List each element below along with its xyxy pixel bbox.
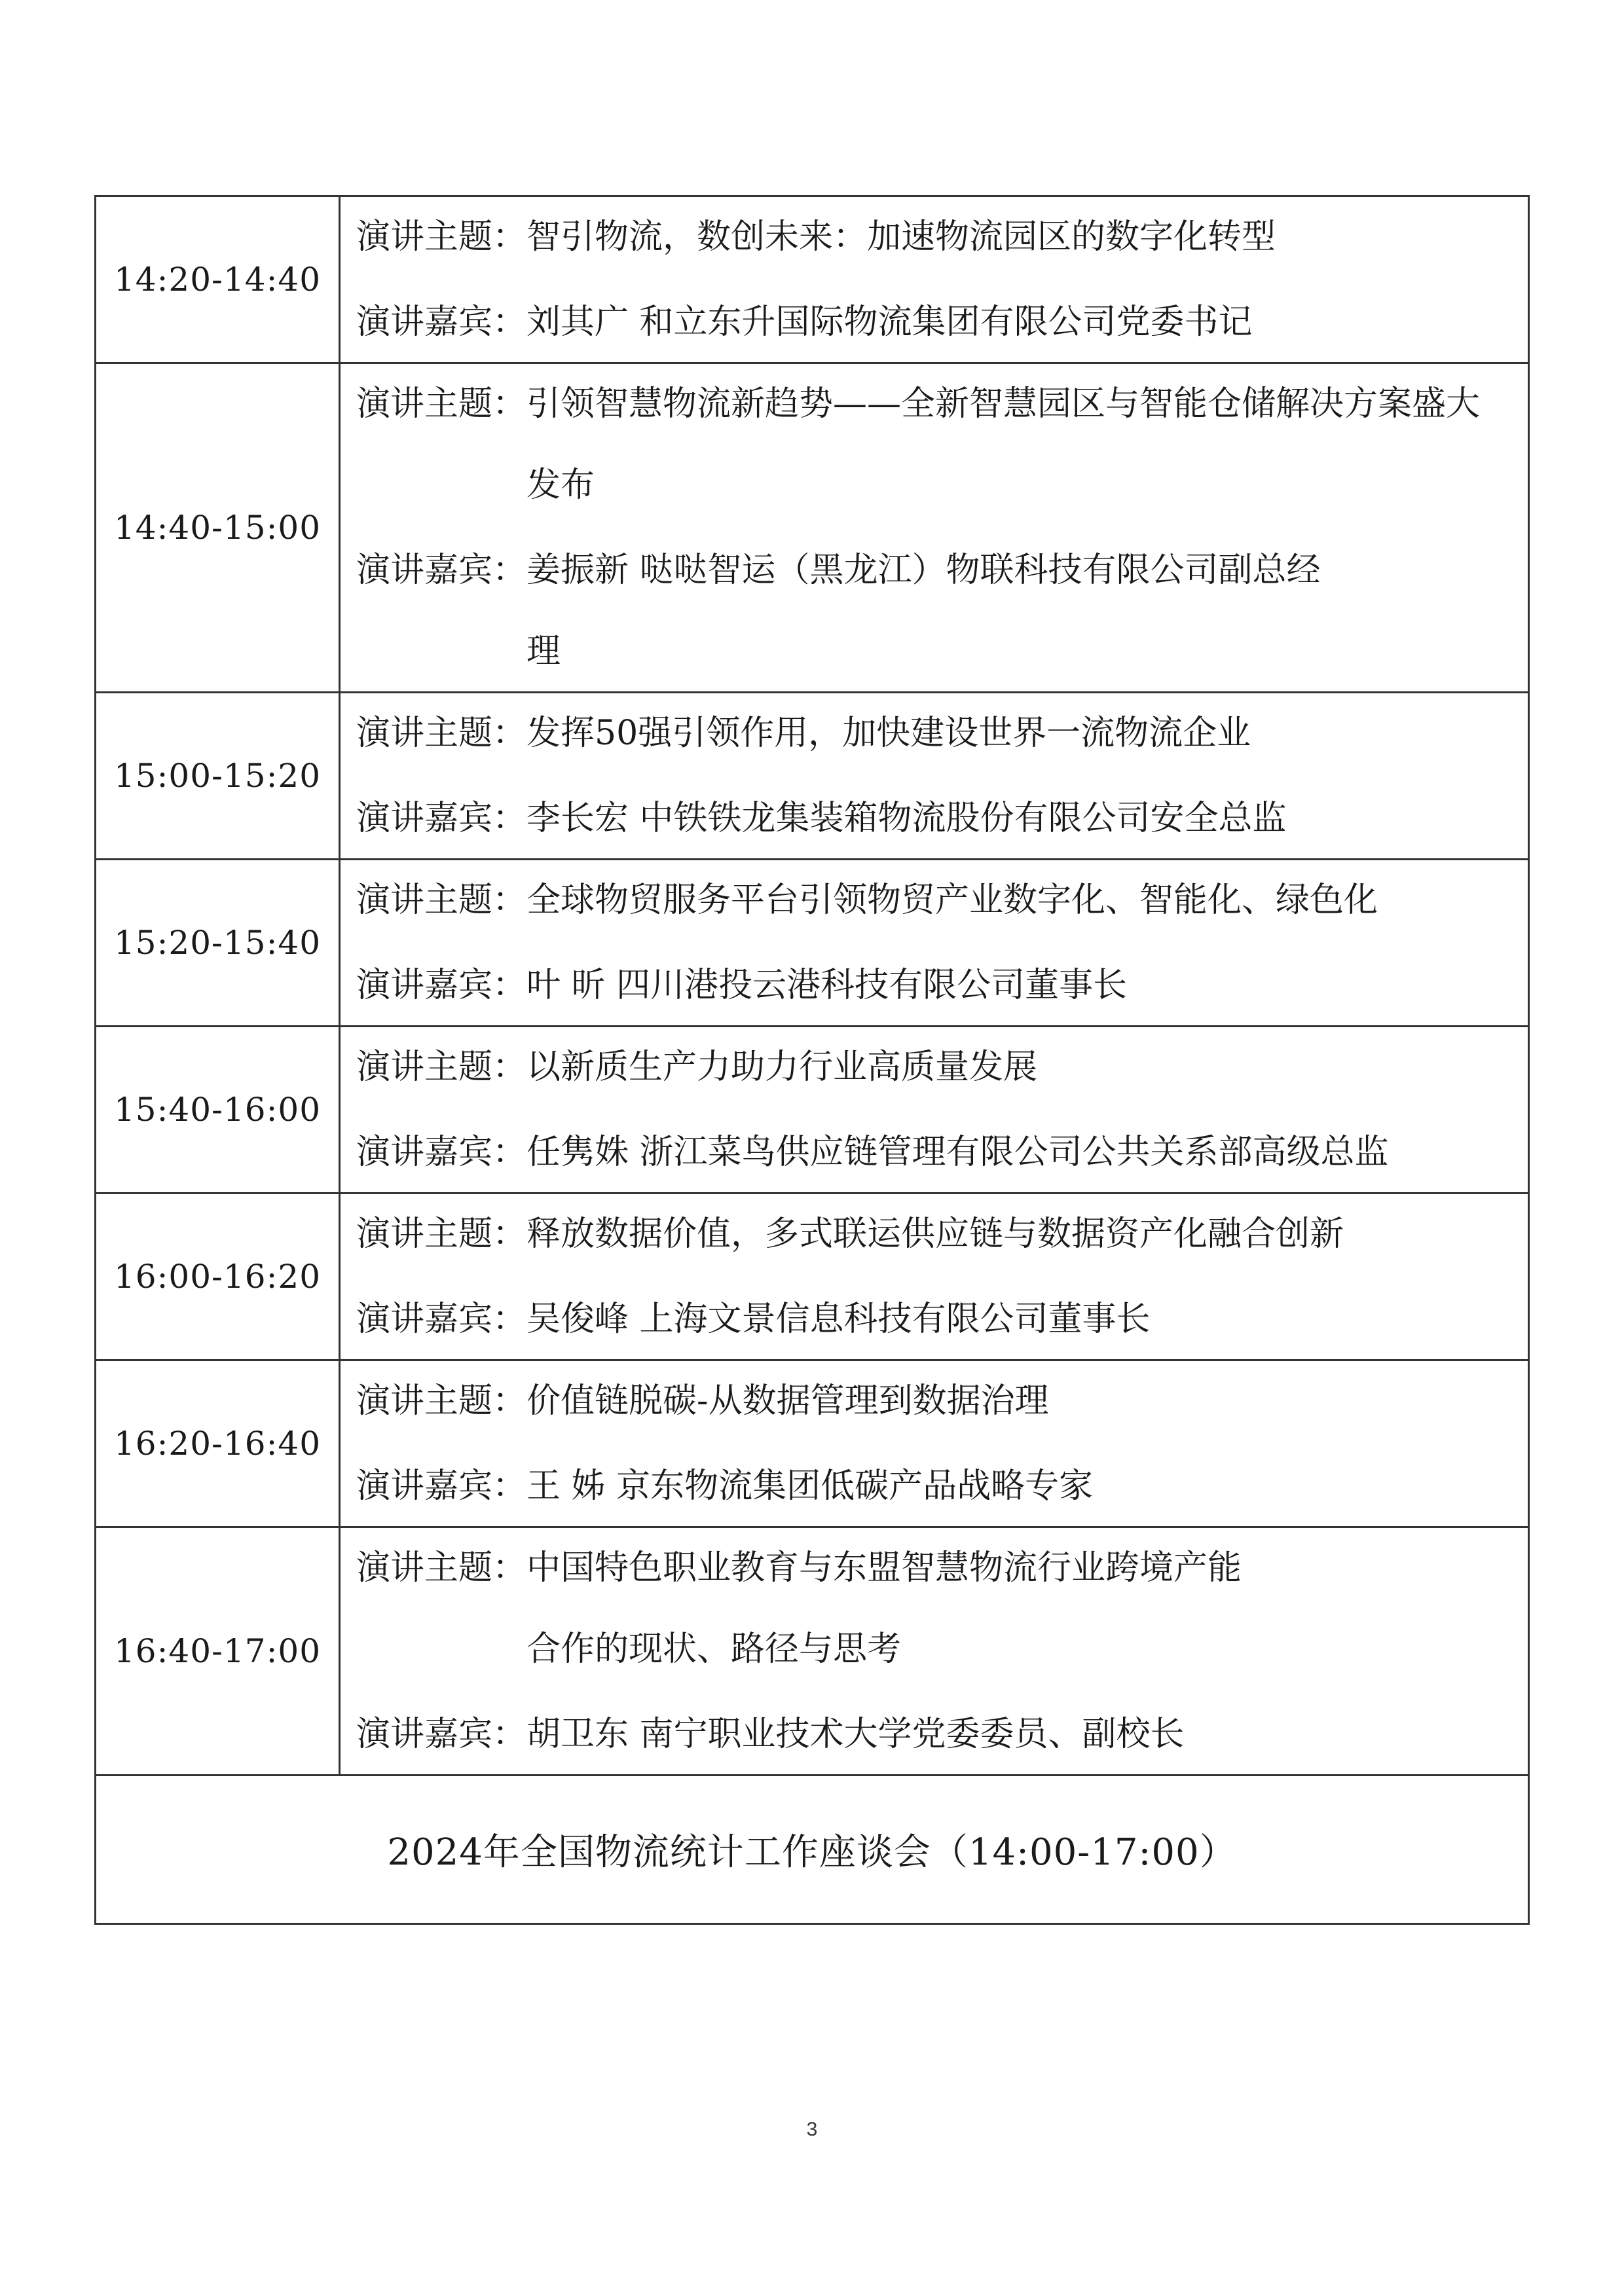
topic-text: 中国特色职业教育与东盟智慧物流行业跨境产能合作的现状、路径与思考 [526,1548,1242,1669]
table-row [96,1027,1529,1194]
speaker-line [341,965,1528,1006]
speaker-label: 演讲嘉宾： [356,302,527,342]
topic-label: 演讲主题： [356,1548,527,1588]
speaker-label: 演讲嘉宾： [356,1133,527,1172]
table-row [96,1527,1529,1776]
session-detail [340,1194,1529,1360]
speaker-line [341,1132,1528,1173]
topic-text: 释放数据价值，多式联运供应链与数据资产化融合创新 [526,1214,1344,1254]
topic-text: 价值链脱碳-从数据管理到数据治理 [526,1381,1049,1421]
time-slot: 15:20-15:40 [96,860,340,1027]
table-row [96,1360,1529,1527]
time-slot: 15:00-15:20 [96,693,340,860]
speaker-label: 演讲嘉宾： [356,1467,527,1506]
time-slot: 16:20-16:40 [96,1360,340,1527]
topic-text: 以新质生产力助力行业高质量发展 [526,1048,1038,1087]
session-detail [340,860,1529,1027]
speaker-text: 王 姊 京东物流集团低碳产品战略专家 [526,1467,1094,1506]
speaker-line [341,1299,1528,1339]
topic-label: 演讲主题： [356,881,527,920]
speaker-line [341,302,1528,342]
schedule-table [94,195,1530,1925]
topic-line [341,1381,1528,1421]
speaker-line [341,1466,1528,1506]
topic-text: 智引物流，数创未来：加速物流园区的数字化转型 [526,217,1276,257]
topic-text: 全球物贸服务平台引领物贸产业数字化、智能化、绿色化 [526,881,1378,920]
topic-label: 演讲主题： [356,217,527,257]
session-detail [340,363,1529,693]
time-slot: 14:20-14:40 [96,196,340,363]
session-detail [340,1360,1529,1527]
speaker-text: 刘其广 和立东升国际物流集团有限公司党委书记 [526,302,1253,342]
time-slot: 16:40-17:00 [96,1527,340,1776]
table-row [96,860,1529,1027]
speaker-text: 叶 昕 四川港投云港科技有限公司董事长 [526,966,1128,1005]
table-row [96,1776,1529,1924]
topic-line [341,1047,1528,1087]
speaker-label: 演讲嘉宾： [356,1300,527,1339]
speaker-label: 演讲嘉宾： [356,799,527,838]
page-number: 3 [806,2119,818,2140]
topic-label: 演讲主题： [356,1214,527,1254]
speaker-text: 胡卫东 南宁职业技术大学党委委员、副校长 [526,1715,1185,1754]
speaker-label: 演讲嘉宾： [356,966,527,1005]
table-row [96,693,1529,860]
speaker-text: 李长宏 中铁铁龙集装箱物流股份有限公司安全总监 [526,799,1287,838]
speaker-line [341,550,1528,672]
table-row [96,1194,1529,1360]
topic-line [341,1548,1528,1669]
footer-title: 2024年全国物流统计工作座谈会（14:00-17:00） [96,1776,1529,1924]
session-detail [340,1027,1529,1194]
speaker-text: 任隽姝 浙江菜鸟供应链管理有限公司公共关系部高级总监 [526,1133,1389,1172]
time-slot: 15:40-16:00 [96,1027,340,1194]
speaker-line [341,798,1528,839]
speaker-line [341,1714,1528,1755]
session-detail [340,693,1529,860]
time-slot: 14:40-15:00 [96,363,340,693]
time-slot: 16:00-16:20 [96,1194,340,1360]
session-detail [340,1527,1529,1776]
topic-line [341,1214,1528,1254]
topic-label: 演讲主题： [356,1048,527,1087]
topic-line [341,880,1528,920]
speaker-text: 吴俊峰 上海文景信息科技有限公司董事长 [526,1300,1151,1339]
topic-label: 演讲主题： [356,1381,527,1421]
topic-label: 演讲主题： [356,384,527,424]
table-row [96,196,1529,363]
topic-line [341,217,1528,257]
topic-label: 演讲主题： [356,714,527,753]
topic-line [341,713,1528,754]
table-row [96,363,1529,693]
speaker-text: 姜振新 哒哒智运（黑龙江）物联科技有限公司副总经理 [526,551,1321,671]
topic-line [341,384,1528,505]
speaker-label: 演讲嘉宾： [356,1715,527,1754]
topic-text: 发挥50强引领作用，加快建设世界一流物流企业 [526,714,1251,753]
session-detail [340,196,1529,363]
speaker-label: 演讲嘉宾： [356,551,527,590]
topic-text: 引领智慧物流新趋势——全新智慧园区与智能仓储解决方案盛大发布 [526,384,1481,505]
